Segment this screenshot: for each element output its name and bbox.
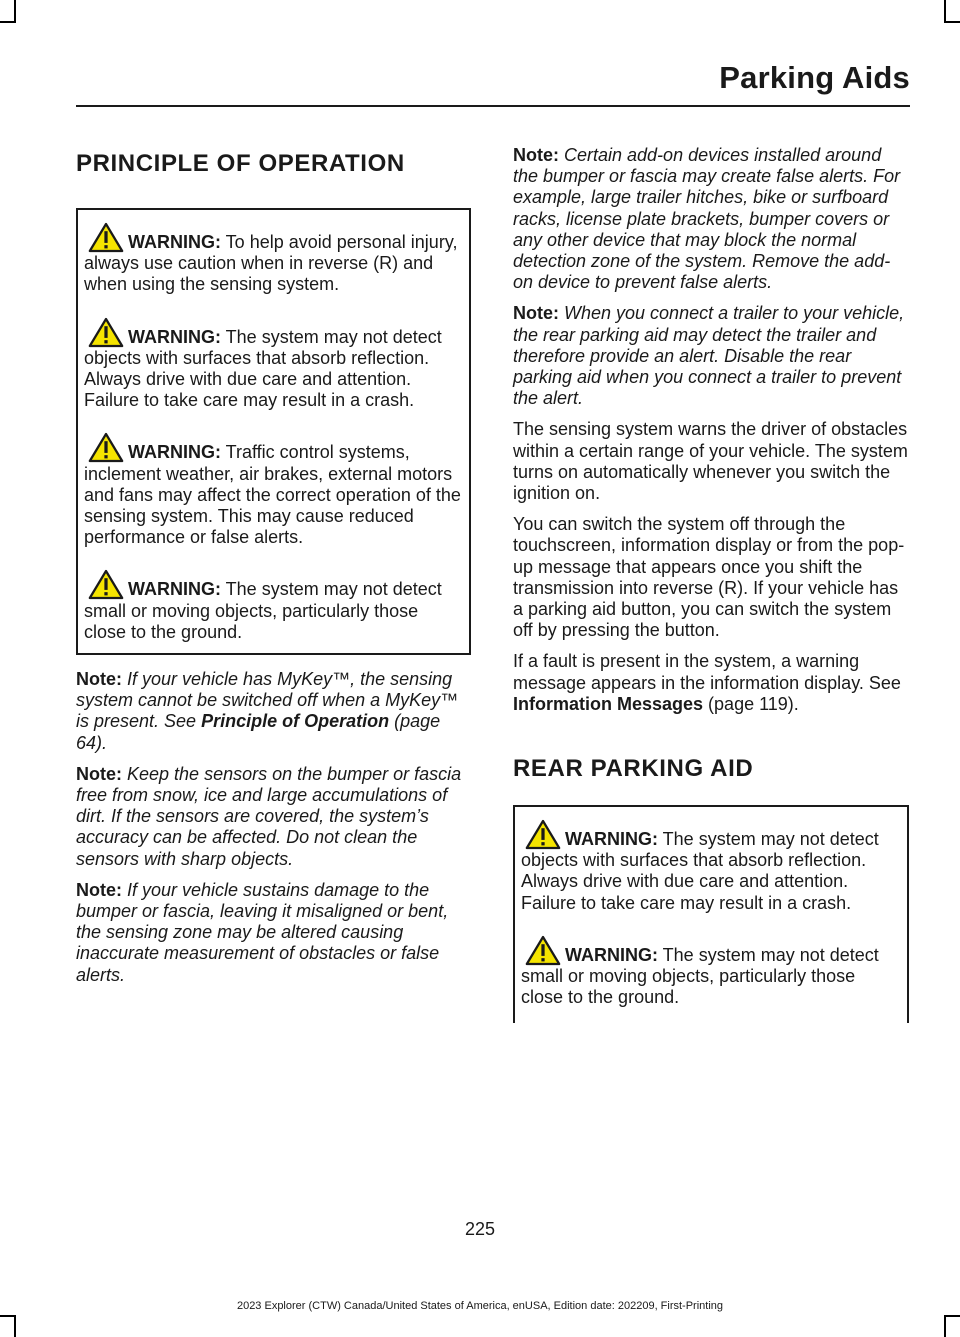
warning-box: [513, 805, 909, 1022]
warning-triangle-icon: [88, 222, 124, 253]
crop-mark: [944, 21, 960, 23]
warning-label: WARNING:: [128, 232, 221, 252]
note-label: Note:: [76, 763, 122, 784]
note-paragraph: [76, 764, 471, 870]
crop-mark: [944, 1315, 960, 1317]
crop-mark: [0, 21, 16, 23]
warning-triangle-icon: [88, 569, 124, 600]
page-title: Parking Aids: [719, 60, 910, 95]
note-text: If your vehicle has MyKey™, the sensing system cannot be switched off when a MyKey™ is present. See: [76, 669, 459, 732]
note-label: Note:: [513, 145, 559, 165]
page-number: 225: [464, 1219, 496, 1239]
header-rule: [76, 105, 910, 107]
warning-label: WARNING:: [128, 326, 221, 347]
warning-item: [84, 317, 463, 412]
crop-mark: [14, 1316, 16, 1337]
cross-reference-link[interactable]: Information Messages: [513, 693, 704, 714]
warning-triangle-icon: [88, 317, 124, 348]
note-paragraph: [513, 145, 909, 293]
warning-triangle-icon: [525, 819, 561, 850]
left-column: [76, 145, 471, 996]
warning-item: [84, 569, 463, 643]
section-heading-principle: PRINCIPLE OF OPERATION: [76, 150, 405, 177]
warning-item: [84, 222, 463, 296]
warning-item: [84, 432, 463, 548]
note-paragraph: [76, 880, 471, 986]
cross-reference-link[interactable]: Principle of Operation: [201, 711, 390, 732]
warning-box: [76, 208, 471, 655]
warning-text: The system may not detect objects with surfaces that absorb reflection. Always drive with due care and attention. Failure to take care may result in a crash.: [521, 829, 879, 913]
warning-label: WARNING:: [128, 442, 221, 463]
fault-tail: (page 119).: [703, 693, 799, 714]
warning-label: WARNING:: [565, 944, 658, 965]
warning-text: Traffic control systems, inclement weather, air brakes, external motors and fans may affect the correct operation of the sensing system. This may cause reduced performance or false alerts.: [84, 442, 461, 548]
note-label: Note:: [513, 303, 559, 324]
note-label: Note:: [76, 879, 122, 900]
warning-item: [521, 935, 901, 1009]
warning-text: The system may not detect small or moving objects, particularly those close to the ground.: [84, 579, 442, 642]
warning-label: WARNING:: [565, 829, 658, 850]
fault-text: If a fault is present in the system, a warning message appears in the information display. See: [513, 651, 901, 693]
note-paragraph: [76, 669, 471, 754]
crop-mark: [14, 0, 16, 22]
note-text: When you connect a trailer to your vehicle, the rear parking aid may detect the trailer and therefore provide an alert. Disable the rear parking aid when you connect a trailer to prevent the alert.: [513, 303, 905, 409]
note-text: Keep the sensors on the bumper or fascia free from snow, ice and large accumulations of dirt. If the sensors are covered, the system’s accuracy can be affected. Do not clean the sensors with sharp objects.: [76, 763, 462, 869]
body-paragraph: You can switch the system off through the touchscreen, information display or from the pop-up message that appears once you shift the transmission into reverse (R). If your vehicle has a parking aid button, you can switch the system off by pressing the button.: [513, 514, 905, 641]
warning-item: [521, 819, 901, 914]
warning-text: To help avoid personal injury, always use caution when in reverse (R) and when using the sensing system.: [84, 232, 458, 295]
note-paragraph: [513, 303, 909, 409]
body-paragraph: The sensing system warns the driver of obstacles within a certain range of your vehicle. The system turns on automatically whenever you switch the ignition on.: [513, 419, 908, 504]
warning-text: The system may not detect objects with surfaces that absorb reflection. Always drive with due care and attention. Failure to take care may result in a crash.: [84, 326, 442, 411]
warning-triangle-icon: [88, 432, 124, 463]
body-paragraph: [513, 651, 909, 715]
note-text: Certain add-on devices installed around the bumper or fascia may create false alerts. For example, large trailer hitches, bike or surfboard racks, license plate brackets, bumper covers or any other device that may block the normal detection zone of the system. Remove the add-on device to prevent false alerts.: [513, 145, 901, 293]
footer-edition-info: 2023 Explorer (CTW) Canada/United States of America, enUSA, Edition date: 202209, First-Printing: [236, 1300, 724, 1312]
crop-mark: [944, 0, 946, 22]
warning-triangle-icon: [525, 935, 561, 966]
section-heading-rear-parking-aid: REAR PARKING AID: [513, 755, 754, 783]
warning-label: WARNING:: [128, 579, 221, 600]
crop-mark: [0, 1315, 16, 1317]
right-column: [513, 145, 909, 1023]
note-text: If your vehicle sustains damage to the bumper or fascia, leaving it misaligned or bent, the sensing zone may be altered causing inaccurate measurement of obstacles or false alerts.: [76, 879, 449, 985]
note-label: Note:: [76, 669, 122, 690]
crop-mark: [944, 1316, 946, 1337]
warning-text: The system may not detect small or moving objects, particularly those close to the ground.: [521, 944, 879, 1008]
note-tail: (page 64).: [76, 711, 441, 753]
